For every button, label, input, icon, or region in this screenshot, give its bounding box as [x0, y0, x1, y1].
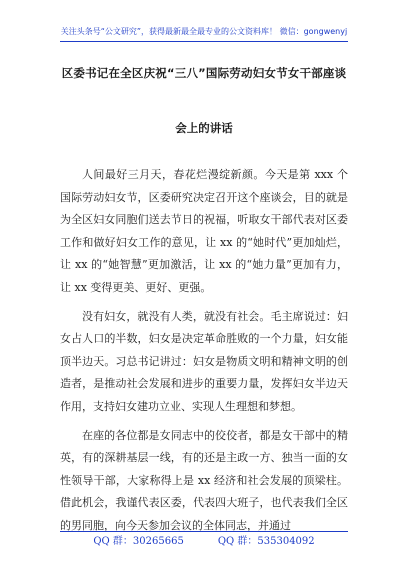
footer-divider	[60, 531, 348, 532]
footer-qq-group-2: QQ 群：535304092	[217, 536, 315, 547]
footer-contact	[0, 536, 408, 548]
document-title-continued: 会上的讲话	[175, 121, 233, 135]
body-paragraph-1: 人间最好三月天，春花烂漫绽新颜。今天是第 xxx 个国际劳动妇女节，区委研究决定召开这个座谈会，目的就是为全区妇女同胞们送去节日的祝福，听取女干部代表对区委工作和做好妇女工作的意见，让 xx 的“她时代”更加灿烂，让 xx 的“她智慧”更加激活，让 xx 的“她力量”更加有力，让 xx 变得更美、更好、更强。	[60, 168, 348, 294]
header-divider	[60, 41, 348, 42]
header-promo-note: 关注头条号“公文研究”，获得最新最全最专业的公文资料库！ 微信：gongwenyj	[60, 27, 348, 36]
document-title: 区委书记在全区庆祝“三八”国际劳动妇女节女干部座谈	[61, 66, 347, 80]
document-body	[60, 164, 348, 538]
body-paragraph-2: 没有妇女，就没有人类，就没有社会。毛主席说过：妇女占人口的半数，妇女是决定革命胜败的一个力量，妇女能顶半边天。习总书记讲过：妇女是物质文明和精神文明的创造者，是推动社会发展和进步的重要力量，发挥妇女半边天作用，支持妇女建功立业、实现人生理想和梦想。	[60, 309, 348, 413]
body-paragraph-3: 在座的各位都是女同志中的佼佼者，都是女干部中的精英，有的深耕基层一线，有的还是主政一方、独当一面的女性领导干部，大家称得上是 xx 经济和社会发展的顶梁柱。借此机会，我谨代表区委，代表四大班子，也代表我们全区的男同胞，向今天参加会议的全体同志，并通过	[60, 428, 348, 532]
footer-qq-group-1: QQ 群：30265665	[93, 536, 184, 547]
